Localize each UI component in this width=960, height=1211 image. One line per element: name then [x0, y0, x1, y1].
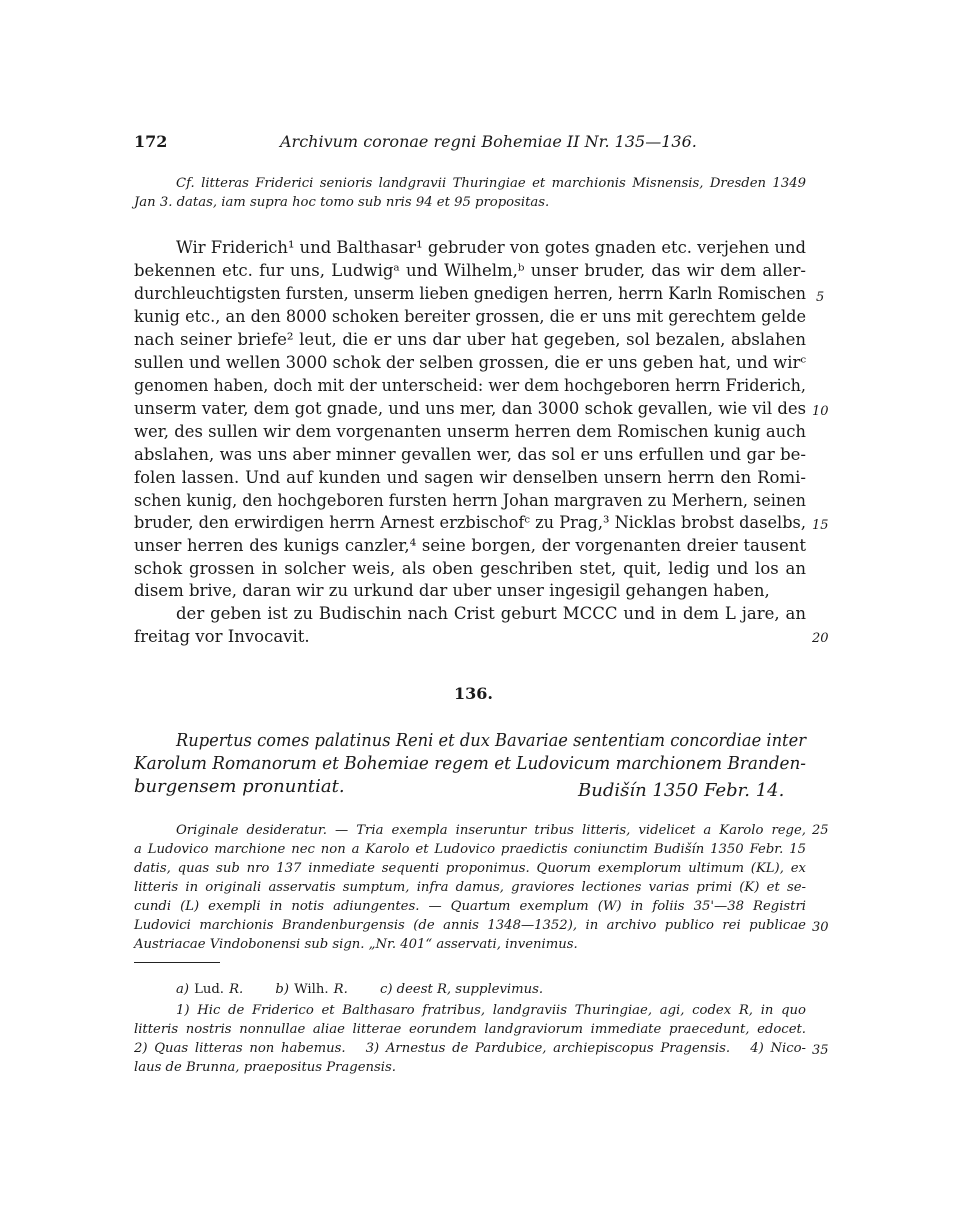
apparatus-text: Wilh.	[294, 982, 329, 997]
body-line: nach seiner briefe² leut, die er uns dar uber hat gegeben, sol bezalen, abslahen	[134, 330, 806, 349]
margin-line-number: 10	[812, 404, 829, 419]
regest-line: burgensem pronuntiat.	[134, 776, 345, 797]
footnote-separator	[134, 962, 220, 963]
source-note-line: litteris in originali asservatis sumptum, infra damus, graviores lectiones varias primi (K) et se-	[134, 880, 806, 895]
margin-line-number: 35	[812, 1043, 829, 1058]
body-line: sullen und wellen 3000 schok der selben grossen, die er uns geben hat, und wirᶜ	[134, 353, 806, 372]
apparatus-text: Lud.	[194, 982, 224, 997]
source-note-line: Austriacae Vindobonensi sub sign. „Nr. 401“ asservati, invenimus.	[134, 937, 578, 952]
place-date: Budišín 1350 Febr. 14.	[578, 780, 785, 801]
intro-note-line: Cf. litteras Friderici senioris landgravii Thuringiae et marchionis Misnensis, Dresden 1349	[176, 176, 806, 191]
apparatus-key: a)	[176, 982, 190, 997]
body-line: disem brive, daran wir zu urkund dar uber unser ingesigil gehangen haben,	[134, 581, 770, 600]
document-number: 136.	[454, 684, 493, 703]
body-line: der geben ist zu Budischin nach Crist geburt MCCC und in dem L jare, an	[176, 604, 806, 623]
body-line: freitag vor Invocavit.	[134, 627, 310, 646]
apparatus-siglum: R.	[333, 982, 348, 997]
margin-line-number: 30	[812, 920, 829, 935]
body-line: schen kunig, den hochgeboren fursten herrn Johan margraven zu Merhern, seinen	[134, 491, 806, 510]
body-line: Wir Friderich¹ und Balthasar¹ gebruder von gotes gnaden etc. verjehen und	[176, 238, 806, 257]
source-note-line: datis, quas sub nro 137 inmediate sequenti proponimus. Quorum exemplorum ultimum (KL), ex	[134, 861, 806, 876]
apparatus-siglum: R.	[229, 982, 244, 997]
regest-line: Karolum Romanorum et Bohemiae regem et Ludovicum marchionem Branden-	[134, 753, 806, 774]
body-line: durchleuchtigsten fursten, unserm lieben gnedigen herren, herrn Karln Romischen	[134, 284, 806, 303]
page-number: 172	[134, 132, 168, 151]
body-line: bekennen etc. fur uns, Ludwigᵃ und Wilhelm,ᵇ unser bruder, das wir dem aller-	[134, 261, 806, 280]
running-title: Archivum coronae regni Bohemiae II Nr. 135—136.	[280, 132, 697, 151]
body-line: schok grossen in solcher weis, als oben geschriben stet, quit, ledig und los an	[134, 559, 806, 578]
body-line: genomen haben, doch mit der unterscheid: wer dem hochgeboren herrn Friderich,	[134, 376, 806, 395]
margin-line-number: 20	[812, 631, 829, 646]
apparatus-key: b)	[275, 982, 289, 997]
body-line: unser herren des kunigs canzler,⁴ seine borgen, der vorgenanten dreier tausent	[134, 536, 806, 555]
regest-line: Rupertus comes palatinus Reni et dux Bavariae sententiam concordiae inter	[176, 730, 806, 751]
footnote-line: litteris nostris nonnullae aliae litterae eorundem landgraviorum immediate praecedunt, edocet.	[134, 1022, 806, 1037]
footnote-line: 2) Quas litteras non habemus. 3) Arnestus de Pardubice, archiepiscopus Pragensis. 4) Nico-	[134, 1041, 806, 1056]
intro-note-line: Jan 3. datas, iam supra hoc tomo sub nris 94 et 95 propositas.	[134, 195, 550, 210]
margin-line-number: 25	[812, 823, 829, 838]
body-line: kunig etc., an den 8000 schoken bereiter grossen, die er uns mit gerechtem gelde	[134, 307, 806, 326]
body-line: wer, des sullen wir dem vorgenanten unserm herren dem Romischen kunig auch	[134, 422, 806, 441]
body-line: unserm vater, dem got gnade, und uns mer, dan 3000 schok gevallen, wie vil des	[134, 399, 806, 418]
margin-line-number: 15	[812, 518, 829, 533]
footnote-line: laus de Brunna, praepositus Pragensis.	[134, 1060, 396, 1075]
source-note-line: Ludovici marchionis Brandenburgensis (de annis 1348—1352), in archivo publico rei publicae	[134, 918, 806, 933]
body-line: abslahen, was uns aber minner gevallen wer, das sol er uns erfullen und gar be-	[134, 445, 806, 464]
apparatus-text: c) deest R, supplevimus.	[379, 982, 544, 997]
body-line: bruder, den erwirdigen herrn Arnest erzbischofᶜ zu Prag,³ Nicklas brobst daselbs,	[134, 513, 806, 532]
source-note-line: Originale desideratur. — Tria exempla inseruntur tribus litteris, videlicet a Karolo rege,	[176, 823, 806, 838]
footnote-line: 1) Hic de Friderico et Balthasaro fratribus, landgraviis Thuringiae, agi, codex R, in quo	[176, 1003, 806, 1018]
margin-line-number: 5	[816, 290, 825, 305]
source-note-line: a Ludovico marchione nec non a Karolo et Ludovico praedictis coniunctim Budišín 1350 Febr. 15	[134, 842, 806, 857]
source-note-line: cundi (L) exempli in notis adiungentes. — Quartum exemplum (W) in foliis 35'—38 Registri	[134, 899, 806, 914]
apparatus-line	[176, 978, 543, 997]
body-line: folen lassen. Und auf kunden und sagen wir denselben unsern herrn den Romi-	[134, 468, 806, 487]
